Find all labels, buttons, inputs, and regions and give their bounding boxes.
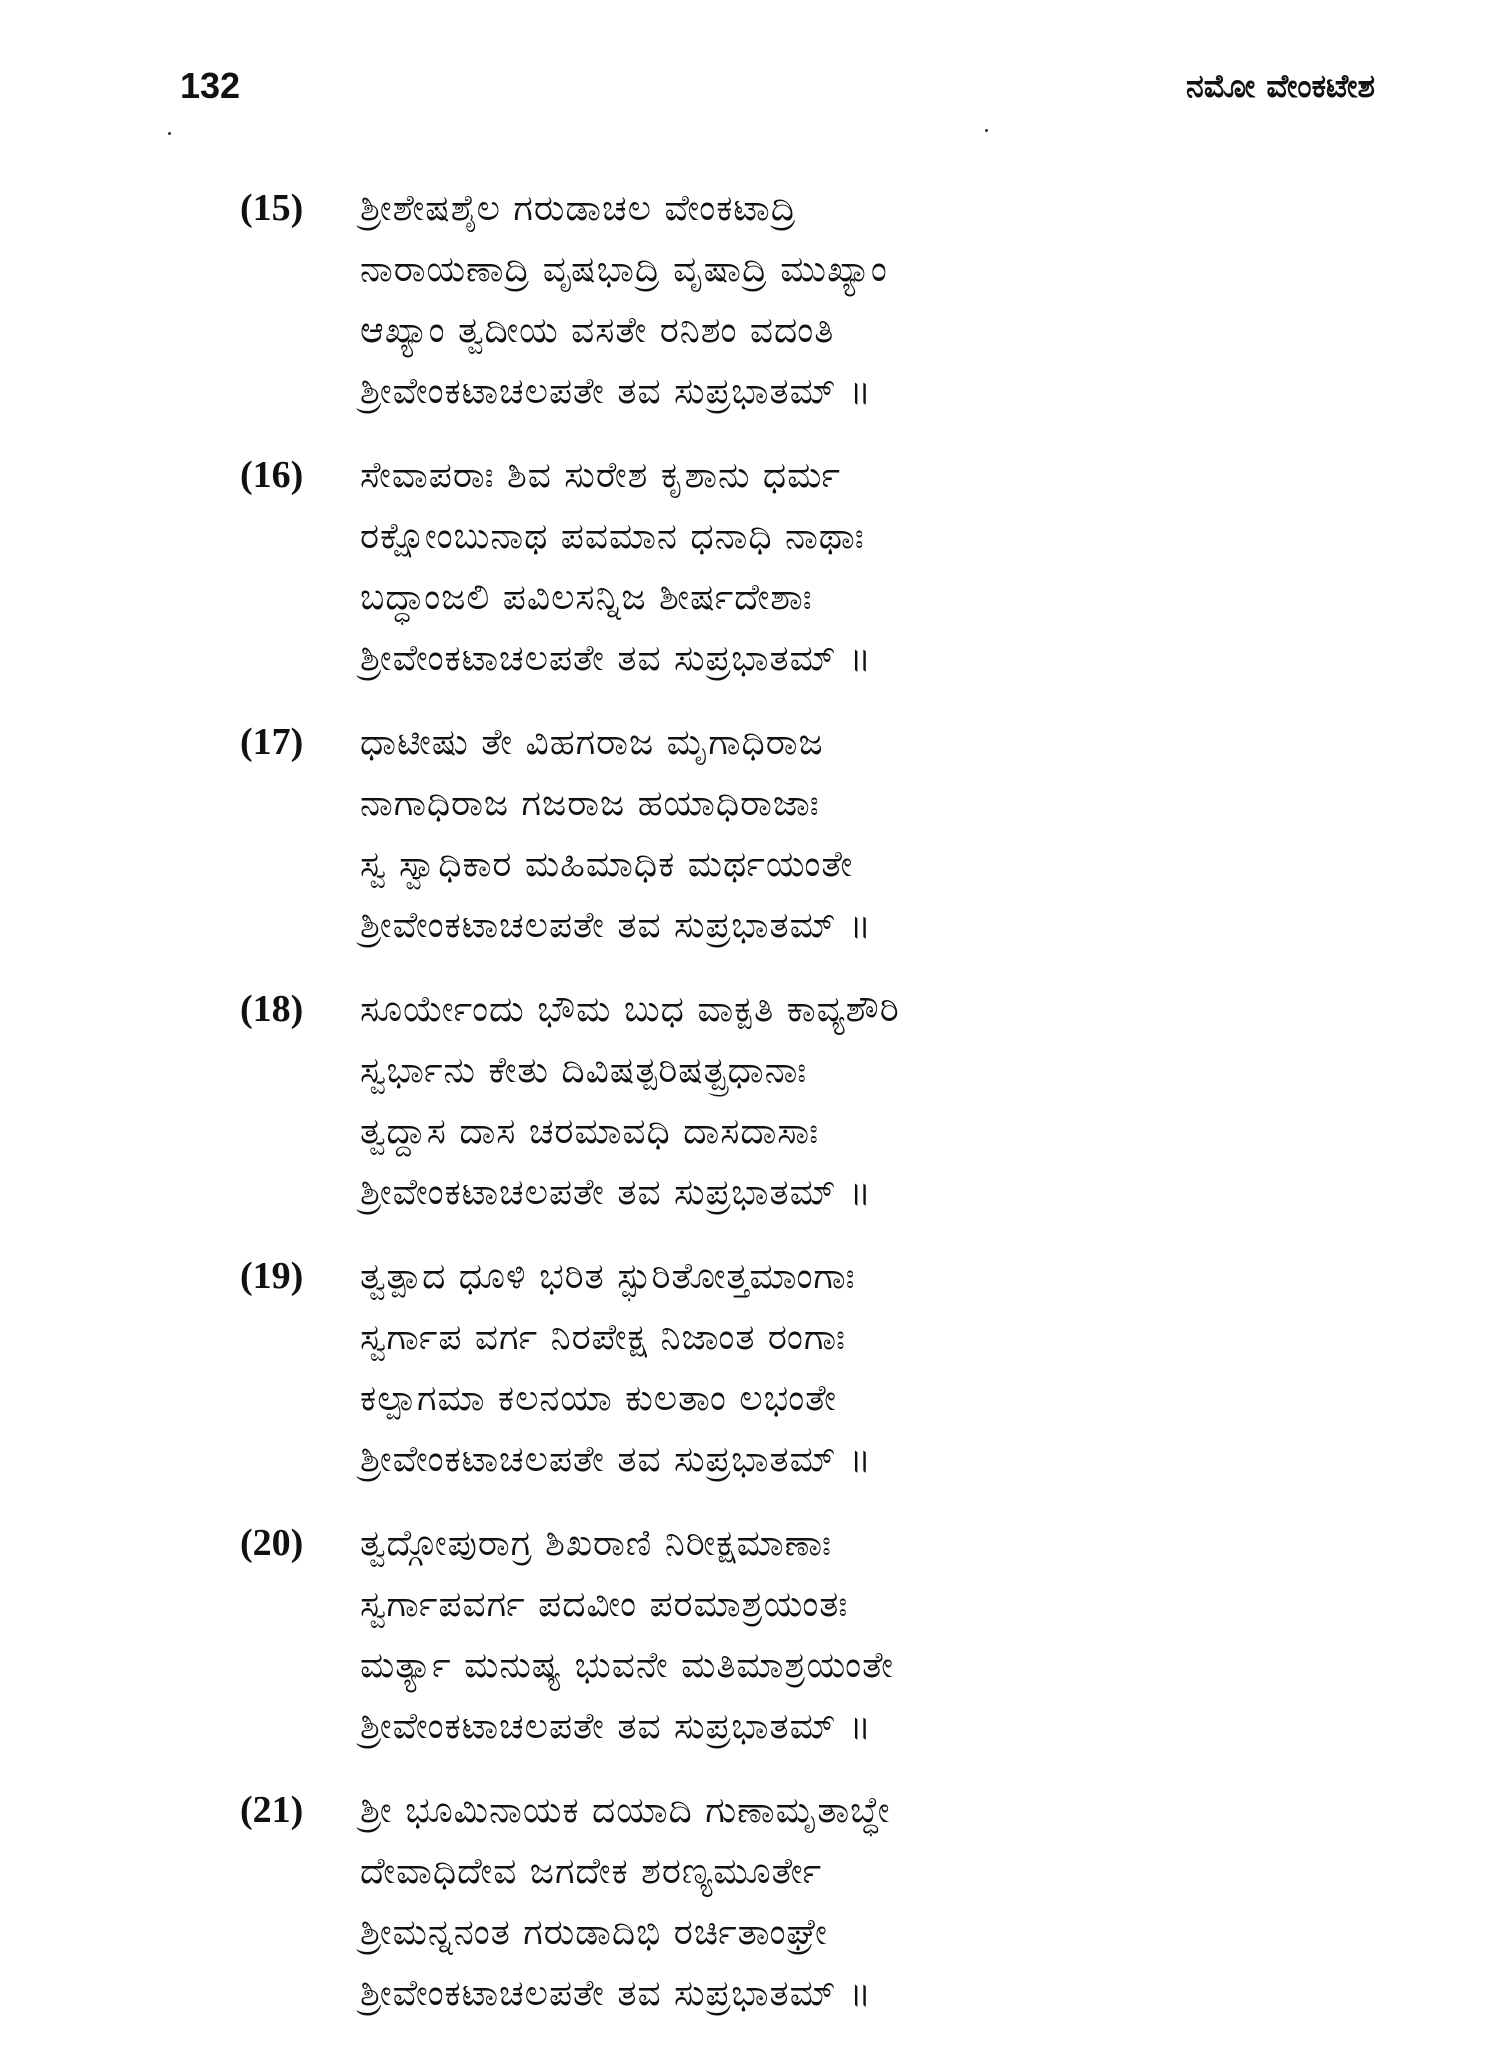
verse-line: ರಕ್ಷೋಂಬುನಾಥ ಪವಮಾನ ಧನಾಧಿ ನಾಥಾಃ [360,516,865,557]
verse-line: ನಾರಾಯಣಾದ್ರಿ ವೃಷಭಾದ್ರಿ ವೃಷಾದ್ರಿ ಮುಖ್ಯಾಂ [360,249,888,290]
verse-line: ಮರ್ತ್ಯಾ ಮನುಷ್ಯ ಭುವನೇ ಮತಿಮಾಶ್ರಯಂತೇ [360,1645,894,1686]
verse-number: (20) [240,1522,304,1564]
verse [240,712,1390,979]
verse-lines [360,979,1390,1223]
verse-lines [360,1780,1390,2024]
verse-lines [360,712,1390,956]
verse [240,1513,1390,1780]
print-speck [168,132,171,135]
verse-refrain: ಶ್ರೀವೇಂಕಟಾಚಲಪತೇ ತವ ಸುಪ್ರಭಾತಮ್ ॥ [360,638,872,679]
verse-line: ಸ್ವರ್ಗಾಪ ವರ್ಗ ನಿರಪೇಕ್ಷ ನಿಜಾಂತ ರಂಗಾಃ [360,1317,847,1358]
verse-number: (16) [240,454,304,496]
verse [240,1246,1390,1513]
verse-lines [360,1513,1390,1757]
verse-number: (15) [240,187,304,229]
verse-line: ಸ್ವರ್ಭಾನು ಕೇತು ದಿವಿಷತ್ಪರಿಷತ್ಪ್ರಧಾನಾಃ [360,1050,808,1091]
verse-refrain: ಶ್ರೀವೇಂಕಟಾಚಲಪತೇ ತವ ಸುಪ್ರಭಾತಮ್ ॥ [360,371,872,412]
verse [240,445,1390,712]
verse [240,1780,1390,2047]
verse-number: (17) [240,721,304,763]
verse-number: (19) [240,1255,304,1297]
verse [240,178,1390,445]
verse-refrain: ಶ್ರೀವೇಂಕಟಾಚಲಪತೇ ತವ ಸುಪ್ರಭಾತಮ್ ॥ [360,1439,872,1480]
verse-line: ತ್ವತ್ಪಾದ ಧೂಳಿ ಭರಿತ ಸ್ಫುರಿತೋತ್ತಮಾಂಗಾಃ [360,1256,856,1297]
verse-line: ಶ್ರೀಶೇಷಶೈಲ ಗರುಡಾಚಲ ವೇಂಕಟಾದ್ರಿ [360,188,797,229]
verse-lines [360,1246,1390,1490]
verse-line: ಬದ್ಧಾಂಜಲಿ ಪವಿಲಸನ್ನಿಜ ಶೀರ್ಷದೇಶಾಃ [360,577,813,618]
verse-line: ಶ್ರೀಮನ್ನನಂತ ಗರುಡಾದಿಭಿ ರರ್ಚಿತಾಂಘ್ರೇ [360,1912,828,1953]
print-speck [985,129,988,132]
verse-lines [360,178,1390,422]
verse-line: ಧಾಟೀಷು ತೇ ವಿಹಗರಾಜ ಮೃಗಾಧಿರಾಜ [360,722,824,763]
verse-line: ಸೂರ್ಯೇಂದು ಭೌಮ ಬುಧ ವಾಕ್ಪತಿ ಕಾವ್ಯಶೌರಿ [360,989,900,1030]
verse-line: ತ್ವದ್ದಾಸ ದಾಸ ಚರಮಾವಧಿ ದಾಸದಾಸಾಃ [360,1111,820,1152]
verse [240,979,1390,1246]
verse-line: ಶ್ರೀ ಭೂಮಿನಾಯಕ ದಯಾದಿ ಗುಣಾಮೃತಾಬ್ಧೇ [360,1790,891,1831]
verse-lines [360,445,1390,689]
page-number: 132 [180,65,241,106]
verse-refrain: ಶ್ರೀವೇಂಕಟಾಚಲಪತೇ ತವ ಸುಪ್ರಭಾತಮ್ ॥ [360,1172,872,1213]
verse-line: ನಾಗಾಧಿರಾಜ ಗಜರಾಜ ಹಯಾಧಿರಾಜಾಃ [360,783,820,824]
verse-list [240,178,1390,2047]
verse-refrain: ಶ್ರೀವೇಂಕಟಾಚಲಪತೇ ತವ ಸುಪ್ರಭಾತಮ್ ॥ [360,1706,872,1747]
running-title: ನಮೋ ವೇಂಕಟೇಶ [1186,67,1375,105]
verse-refrain: ಶ್ರೀವೇಂಕಟಾಚಲಪತೇ ತವ ಸುಪ್ರಭಾತಮ್ ॥ [360,905,872,946]
verse-number: (21) [240,1789,304,1831]
verse-line: ಆಖ್ಯಾಂ ತ್ವದೀಯ ವಸತೇ ರನಿಶಂ ವದಂತಿ [360,310,835,351]
verse-refrain: ಶ್ರೀವೇಂಕಟಾಚಲಪತೇ ತವ ಸುಪ್ರಭಾತಮ್ ॥ [360,1973,872,2014]
verse-line: ಸ್ವರ್ಗಾಪವರ್ಗ ಪದವೀಂ ಪರಮಾಶ್ರಯಂತಃ [360,1584,849,1625]
verse-number: (18) [240,988,304,1030]
verse-line: ಕಲ್ಪಾಗಮಾ ಕಲನಯಾ ಕುಲತಾಂ ಲಭಂತೇ [360,1378,838,1419]
verse-line: ತ್ವದ್ಗೋಪುರಾಗ್ರ ಶಿಖರಾಣಿ ನಿರೀಕ್ಷಮಾಣಾಃ [360,1523,833,1564]
verse-line: ಸ್ವ ಸ್ವಾಧಿಕಾರ ಮಹಿಮಾಧಿಕ ಮರ್ಥಯಂತೇ [360,844,854,885]
verse-line: ಸೇವಾಪರಾಃ ಶಿವ ಸುರೇಶ ಕೃಶಾನು ಧರ್ಮ [360,455,842,496]
verse-line: ದೇವಾಧಿದೇವ ಜಗದೇಕ ಶರಣ್ಯಮೂರ್ತೇ [360,1851,823,1892]
